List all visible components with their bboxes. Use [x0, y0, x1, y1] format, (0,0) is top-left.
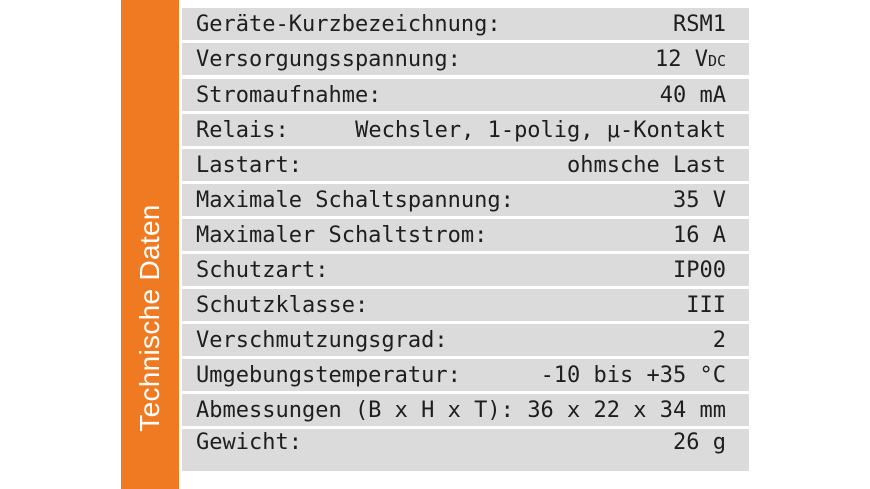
spec-row — [182, 359, 749, 391]
spec-value: 35 V — [673, 187, 726, 213]
spec-row — [182, 324, 749, 356]
spec-value: 16 A — [673, 222, 726, 248]
spec-label: Umgebungstemperatur: — [196, 362, 461, 388]
spec-label: Maximaler Schaltstrom: — [196, 222, 488, 248]
spec-row — [182, 289, 749, 321]
spec-label: Lastart: — [196, 152, 302, 178]
section-title: Technische Daten — [134, 204, 165, 432]
spec-value: ohmsche Last — [567, 152, 726, 178]
spec-label: Gewicht: — [196, 430, 302, 455]
spec-row — [182, 184, 749, 216]
spec-row — [182, 254, 749, 286]
spec-label: Verschmutzungsgrad: — [196, 327, 448, 353]
spec-row — [182, 394, 749, 426]
spec-value: Wechsler, 1-polig, μ-Kontakt — [355, 117, 726, 143]
spec-value: RSM1 — [673, 11, 726, 37]
spec-label: Schutzklasse: — [196, 292, 369, 318]
spec-value: IP00 — [673, 257, 726, 283]
spec-value: III — [686, 292, 726, 318]
spec-table — [182, 0, 749, 489]
spec-label: Versorgungsspannung: — [196, 46, 461, 72]
spec-unit: DC — [707, 51, 726, 70]
spec-row — [182, 8, 749, 40]
spec-row — [182, 114, 749, 146]
spec-value: -10 bis +35 °C — [540, 362, 726, 388]
spec-label: Maximale Schaltspannung: — [196, 187, 514, 213]
spec-row — [182, 219, 749, 251]
spec-row — [182, 149, 749, 181]
spec-value: 40 mA — [659, 82, 726, 108]
spec-row — [182, 429, 749, 471]
spec-label: Relais: — [196, 117, 289, 143]
spec-label: Schutzart: — [196, 257, 329, 283]
spec-value: 2 — [712, 327, 726, 353]
spec-value: 36 x 22 x 34 mm — [527, 397, 726, 423]
spec-row — [182, 43, 749, 75]
spec-row — [182, 79, 749, 111]
spec-value: 12 VDC — [654, 46, 726, 72]
spec-value: 26 g — [673, 430, 726, 455]
spec-label: Stromaufnahme: — [196, 82, 382, 108]
spec-label: Geräte-Kurzbezeichnung: — [196, 11, 501, 37]
spec-label: Abmessungen (B x H x T): — [196, 397, 514, 423]
